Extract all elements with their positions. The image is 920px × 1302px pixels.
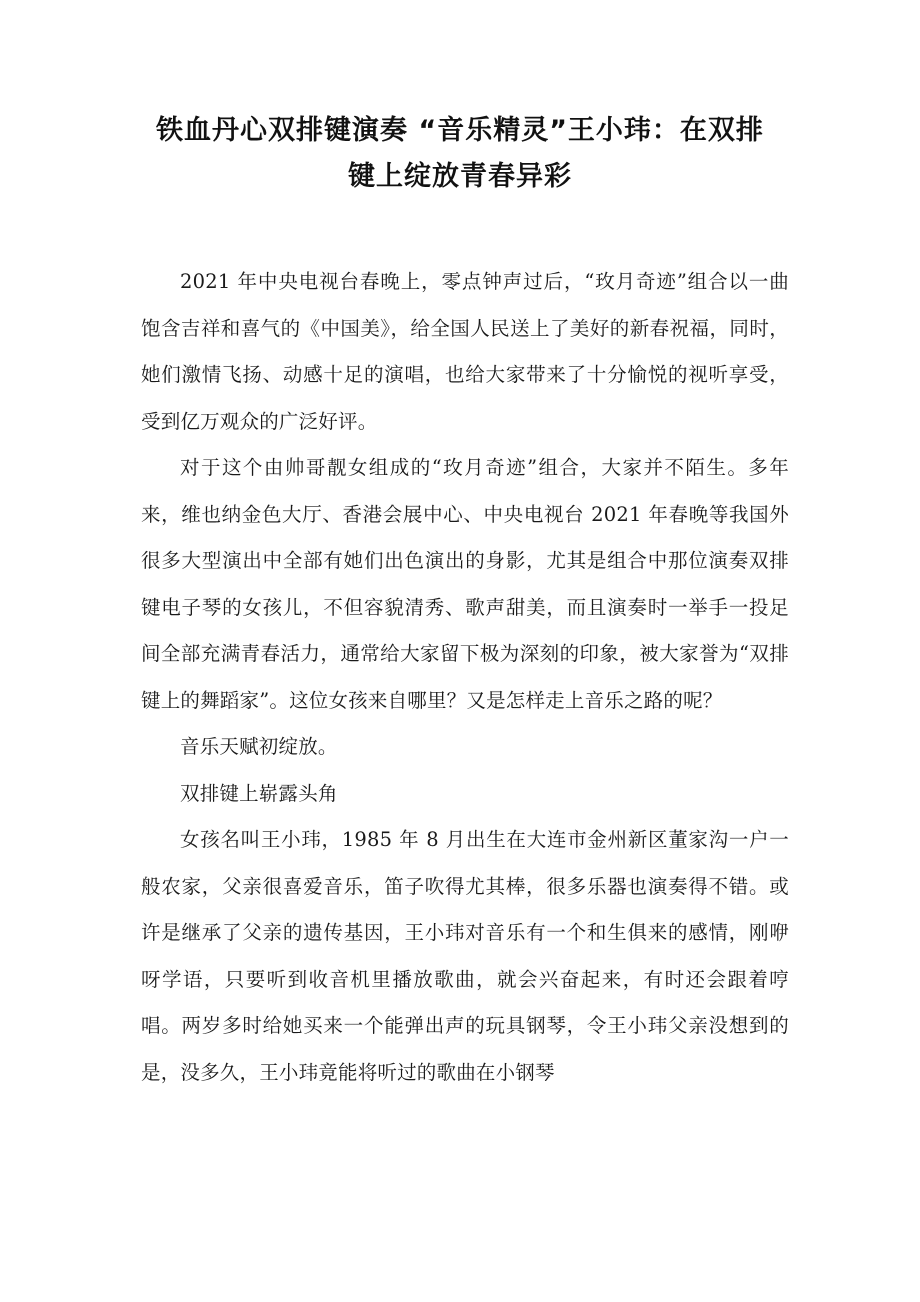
paragraph-intro: 2021 年中央电视台春晚上，零点钟声过后，“玫月奇迹”组合以一曲饱含吉祥和喜气的《中国美》，给全国人民送上了美好的新春祝福，同时，她们激情飞扬、动感十足的演唱，也给大家带来了十分愉悦的视听享受，受到亿万观众的广泛好评。 [141, 270, 789, 433]
paragraph-group: 对于这个由帅哥靓女组成的“玫月奇迹”组合，大家并不陌生。多年来，维也纳金色大厅、香港会展中心、中央电视台 2021 年春晚等我国外很多大型演出中全部有她们出色演出的身影，尤其是组合中那位演奏双排键电子琴的女孩儿，不但容貌清秀、歌声甜美，而且演奏时一举手一投足间全部充满青春活力，通常给大家留下极为深刻的印象，被大家誉为“双排键上的舞蹈家”。这位女孩来自哪里？又是怎样走上音乐之路的呢？ [141, 456, 789, 712]
title-line-1: 铁血丹心双排键演奏 “音乐精灵”王小玮：在双排 [156, 115, 764, 146]
section-heading-keyboard: 双排键上崭露头角 [180, 781, 338, 805]
document-body [141, 259, 789, 1096]
document-title [120, 108, 800, 200]
paragraph-childhood: 女孩名叫王小玮，1985 年 8 月出生在大连市金州新区董家沟一户一般农家，父亲很喜爱音乐，笛子吹得尤其棒，很多乐器也演奏得不错。或许是继承了父亲的遗传基因，王小玮对音乐有一个和生俱来的感情，刚咿呀学语，只要听到收音机里播放歌曲，就会兴奋起来，有时还会跟着哼唱。两岁多时给她买来一个能弹出声的玩具钢琴，令王小玮父亲没想到的是，没多久，王小玮竟能将听过的歌曲在小钢琴 [141, 828, 789, 1084]
title-line-2: 键上绽放青春异彩 [348, 161, 572, 192]
section-heading-talent: 音乐天赋初绽放。 [180, 735, 338, 758]
